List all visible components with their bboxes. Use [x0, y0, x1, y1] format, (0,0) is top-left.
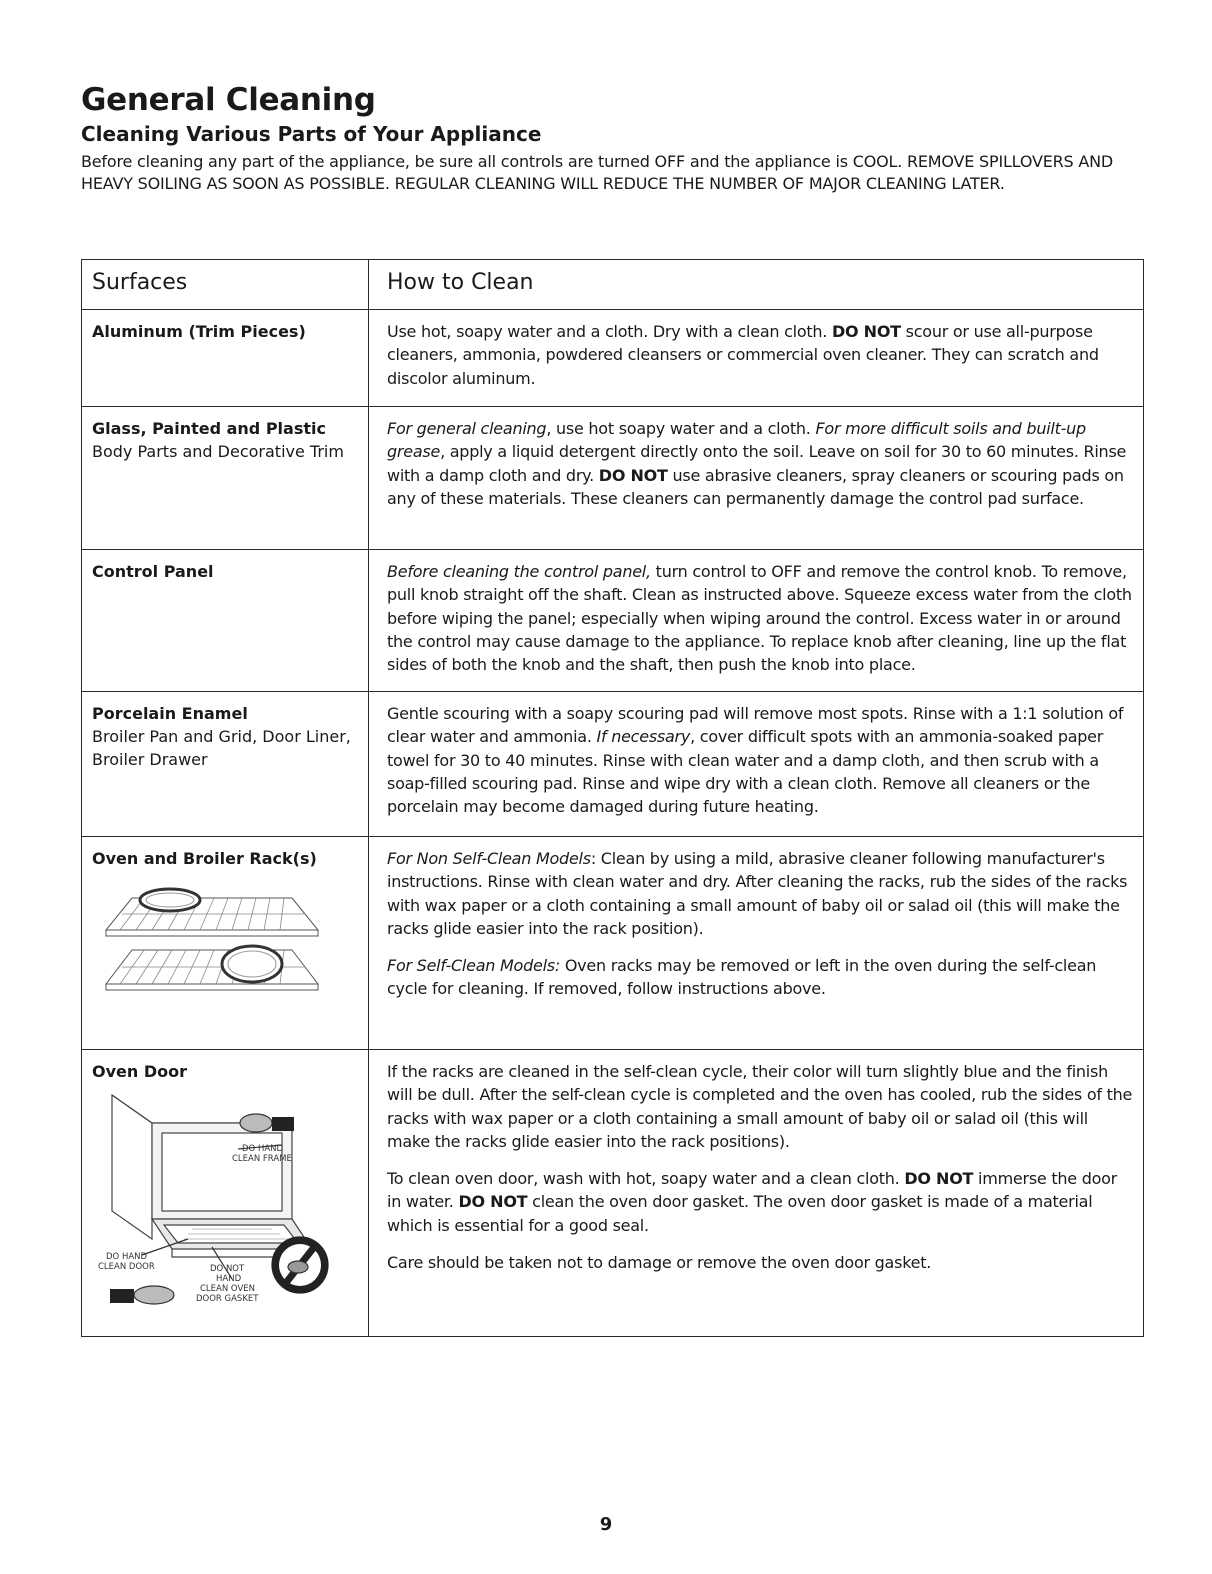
how-to-clean-cell	[369, 692, 1144, 837]
table-row	[82, 1050, 1144, 1337]
table-row	[82, 837, 1144, 1050]
surface-subtitle: Body Parts and Decorative Trim	[92, 442, 344, 461]
instruction-text: For general cleaning, use hot soapy water and a cloth. For more difficult soils and built-up grease, apply a liquid detergent directly onto the soil. Leave on soil for 30 to 60 minutes. Rinse with a damp cloth and dry. DO NOT use abrasive cleaners, spray cleaners or scouring pads on any of these materials. These cleaners can permanently damage the control pad surface.	[387, 419, 1127, 508]
surface-cell	[82, 692, 369, 837]
instruction-text: Before cleaning the control panel, turn control to OFF and remove the control knob. To remove, pull knob straight off the shaft. Clean as instructed above. Squeeze excess water from the cloth before wiping the panel; especially when wiping around the control. Excess water in or around the control may cause damage to the appliance. To replace knob after cleaning, line up the flat sides of both the knob and the shaft, then push the knob into place.	[387, 562, 1132, 675]
surface-name: Glass, Painted and Plastic	[92, 419, 326, 438]
table-row	[82, 550, 1144, 692]
surface-name: Porcelain Enamel	[92, 704, 248, 723]
label-gasket-4: DOOR GASKET	[196, 1294, 259, 1304]
instruction-text: Care should be taken not to damage or remove the oven door gasket.	[387, 1253, 932, 1273]
warning-emphasis: DO NOT	[598, 465, 668, 485]
surface-cell	[82, 407, 369, 550]
how-to-clean-cell	[369, 310, 1144, 407]
how-to-clean-cell	[369, 550, 1144, 692]
column-header-how-to-clean: How to Clean	[369, 260, 1144, 310]
cloth-icon	[240, 1114, 272, 1132]
page-subtitle: Cleaning Various Parts of Your Appliance	[81, 122, 542, 146]
surface-name: Control Panel	[92, 562, 214, 581]
page-number: 9	[599, 1514, 613, 1535]
label-gasket-2: HAND	[216, 1274, 242, 1284]
how-to-clean-cell	[369, 407, 1144, 550]
oven-door-illustration	[92, 1089, 332, 1309]
instruction-text: Gentle scouring with a soapy scouring pad will remove most spots. Rinse with a 1:1 solution of clear water and ammonia. If necessary, cover difficult spots with an ammonia-soaked paper towel for 30 to 40 minutes. Rinse with clean water and a damp cloth, and then scrub with a soap-filled scouring pad. Rinse and wipe dry with a clean cloth. Remove all cleaners or the porcelain may become damaged during future heating.	[387, 704, 1124, 817]
surface-cell	[82, 310, 369, 407]
surface-name: Oven and Broiler Rack(s)	[92, 849, 317, 868]
oven-rack-illustration	[92, 884, 332, 1004]
intro-paragraph: Before cleaning any part of the appliance, be sure all controls are turned OFF and the appliance is COOL. REMOVE SPILLOVERS AND HEAVY SOILING AS SOON AS POSSIBLE. REGULAR CLEANING WILL REDUCE THE NUMBER OF MAJOR CLEANING LATER.	[81, 152, 1113, 193]
instruction-text: For Non Self-Clean Models: Clean by using a mild, abrasive cleaner following manufacturer's instructions. Rinse with clean water and dry. After cleaning the racks, rub the sides of the racks with wax paper or a cloth containing a small amount of baby oil or salad oil (this will make the racks glide easier into the rack position).	[387, 849, 1128, 938]
surface-cell	[82, 1050, 369, 1337]
instruction-text: Use hot, soapy water and a cloth. Dry with a clean cloth. DO NOT scour or use all-purpose cleaners, ammonia, powdered cleansers or commercial oven cleaner. They can scratch and discolor aluminum.	[387, 322, 1099, 388]
how-to-clean-cell	[369, 837, 1144, 1050]
surface-subtitle: Broiler Pan and Grid, Door Liner, Broiler Drawer	[92, 727, 351, 769]
label-gasket-1: DO NOT	[210, 1264, 245, 1274]
table-row	[82, 310, 1144, 407]
oven-side	[112, 1095, 152, 1239]
table-row	[82, 692, 1144, 837]
table-header-row	[82, 260, 1144, 310]
surface-name: Oven Door	[92, 1062, 187, 1081]
label-gasket-3: CLEAN OVEN	[200, 1284, 256, 1294]
surface-cell	[82, 837, 369, 1050]
surface-name: Aluminum (Trim Pieces)	[92, 322, 306, 341]
cleaning-table	[81, 259, 1144, 1337]
how-to-clean-cell	[369, 1050, 1144, 1337]
label-hand-clean-door-2: CLEAN DOOR	[98, 1262, 155, 1272]
warning-emphasis: DO NOT	[904, 1169, 974, 1189]
warning-emphasis: DO NOT	[831, 322, 901, 341]
pan-ring-upper	[140, 889, 200, 911]
label-hand-clean-door: DO HAND	[106, 1252, 148, 1262]
column-header-surfaces: Surfaces	[82, 260, 369, 310]
table-row	[82, 407, 1144, 550]
instruction-text: For Self-Clean Models: Oven racks may be removed or left in the oven during the self-clean cycle for cleaning. If removed, follow instructions above.	[387, 956, 1097, 999]
warning-emphasis: DO NOT	[458, 1192, 528, 1212]
instruction-text: To clean oven door, wash with hot, soapy water and a clean cloth. DO NOT immerse the door in water. DO NOT clean the oven door gasket. The oven door gasket is made of a material which is essential for a good seal.	[387, 1169, 1117, 1235]
label-hand-clean-frame-2: CLEAN FRAME	[232, 1154, 292, 1164]
instruction-text: If the racks are cleaned in the self-clean cycle, their color will turn slightly blue and the finish will be dull. After the self-clean cycle is completed and the oven has cooled, rub the sides of the racks with wax paper or a cloth containing a small amount of baby oil or salad oil (this will make the racks glide easier into the rack positions).	[387, 1062, 1133, 1151]
surface-cell	[82, 550, 369, 692]
page-title: General Cleaning	[81, 82, 376, 118]
label-hand-clean-frame: DO HAND	[242, 1144, 284, 1154]
